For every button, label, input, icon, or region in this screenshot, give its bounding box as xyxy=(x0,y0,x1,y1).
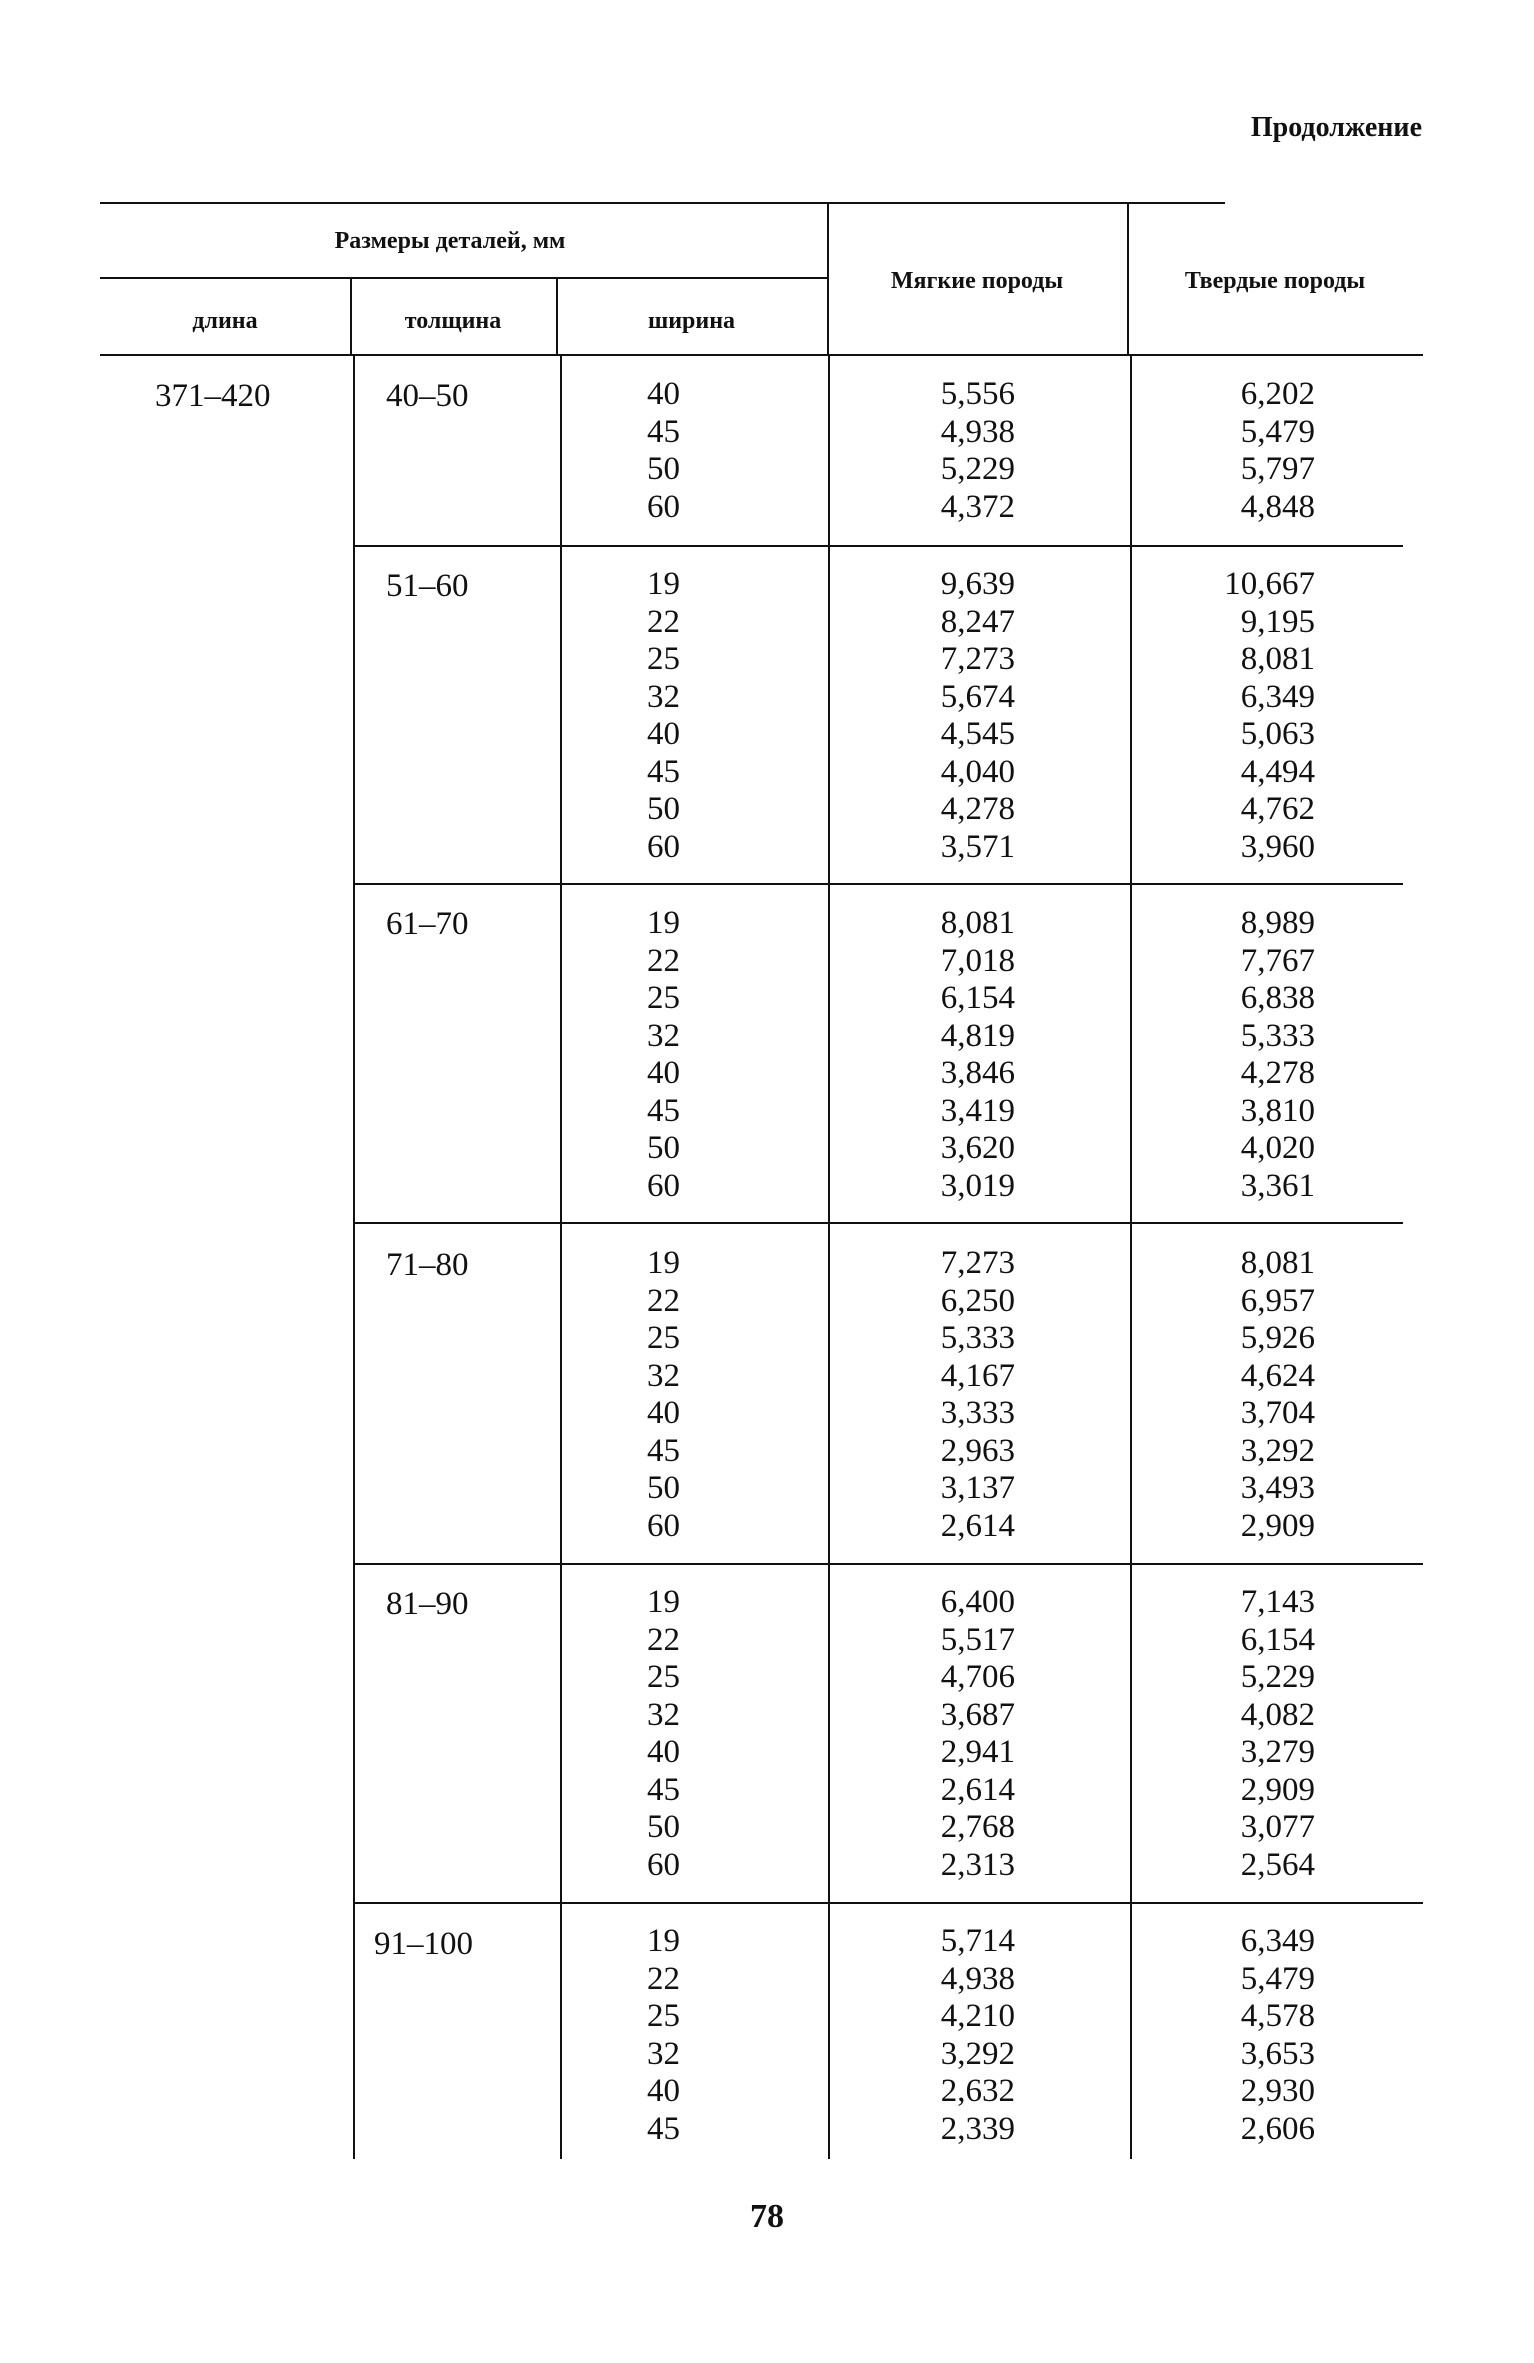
width-value: 19 xyxy=(647,1923,680,1959)
width-value: 25 xyxy=(647,641,680,677)
hard-wood-value: 6,202 xyxy=(1240,376,1315,412)
soft-wood-value: 3,333 xyxy=(940,1395,1015,1431)
hard-wood-value: 8,989 xyxy=(1240,905,1315,941)
soft-wood-value: 4,706 xyxy=(940,1659,1015,1695)
hard-wood-value: 6,957 xyxy=(1240,1282,1315,1319)
hard-wood-value: 3,361 xyxy=(1240,1167,1315,1204)
soft-wood-value: 7,273 xyxy=(940,1245,1015,1281)
hard-wood-value: 5,926 xyxy=(1240,1320,1315,1356)
width-value: 60 xyxy=(647,828,680,865)
body-divider-thickness xyxy=(353,354,355,2159)
hard-wood-value: 7,143 xyxy=(1240,1584,1315,1620)
thickness-value: 71–80 xyxy=(386,1247,469,1283)
width-value: 25 xyxy=(647,980,680,1016)
table-top-rule xyxy=(100,202,1225,204)
width-column xyxy=(620,1245,680,1545)
width-value: 40 xyxy=(647,376,680,412)
width-value: 22 xyxy=(647,1621,680,1658)
width-value: 60 xyxy=(647,1507,680,1544)
width-column xyxy=(620,566,680,866)
width-value: 25 xyxy=(647,1659,680,1695)
group-rule xyxy=(353,1563,1423,1565)
width-value: 19 xyxy=(647,905,680,941)
soft-wood-value: 4,938 xyxy=(940,413,1015,450)
soft-wood-value: 2,963 xyxy=(940,1432,1015,1469)
header-thickness: толщина xyxy=(404,308,502,334)
soft-wood-value: 2,768 xyxy=(940,1809,1015,1845)
width-value: 19 xyxy=(647,566,680,602)
soft-wood-value: 2,313 xyxy=(940,1846,1015,1883)
width-value: 22 xyxy=(647,1960,680,1997)
soft-wood-value: 5,229 xyxy=(940,451,1015,487)
hard-wood-value: 2,909 xyxy=(1240,1507,1315,1544)
soft-wood-column xyxy=(895,1584,1015,1884)
width-value: 32 xyxy=(647,2035,680,2072)
hard-wood-value: 5,063 xyxy=(1240,716,1315,752)
header-width: ширина xyxy=(647,308,736,334)
hard-wood-value: 6,349 xyxy=(1240,678,1315,715)
soft-wood-value: 3,419 xyxy=(940,1092,1015,1129)
soft-wood-value: 4,040 xyxy=(940,753,1015,790)
soft-wood-value: 3,687 xyxy=(940,1696,1015,1733)
hard-wood-value: 4,278 xyxy=(1240,1055,1315,1091)
hard-wood-value: 3,704 xyxy=(1240,1395,1315,1431)
soft-wood-value: 5,556 xyxy=(940,376,1015,412)
group-rule xyxy=(353,1902,1423,1904)
soft-wood-value: 4,278 xyxy=(940,791,1015,827)
soft-wood-value: 8,081 xyxy=(940,905,1015,941)
soft-wood-value: 8,247 xyxy=(940,603,1015,640)
header-sub-rule xyxy=(100,277,827,279)
hard-wood-column xyxy=(1195,1245,1315,1545)
soft-wood-value: 2,632 xyxy=(940,2073,1015,2109)
width-value: 45 xyxy=(647,413,680,450)
soft-wood-value: 2,339 xyxy=(940,2110,1015,2147)
hard-wood-value: 3,292 xyxy=(1240,1432,1315,1469)
header-hard-woods: Твердые породы xyxy=(1184,268,1366,294)
width-value: 50 xyxy=(647,1809,680,1845)
header-bottom-rule xyxy=(100,354,1423,356)
hard-wood-column xyxy=(1195,566,1315,866)
soft-wood-value: 3,019 xyxy=(940,1167,1015,1204)
width-value: 45 xyxy=(647,753,680,790)
width-column xyxy=(620,376,680,526)
header-dimensions-group: Размеры деталей, мм xyxy=(334,228,566,254)
soft-wood-value: 3,620 xyxy=(940,1130,1015,1166)
soft-wood-value: 3,846 xyxy=(940,1055,1015,1091)
hard-wood-column xyxy=(1195,1584,1315,1884)
soft-wood-value: 7,018 xyxy=(940,942,1015,979)
hard-wood-value: 6,154 xyxy=(1240,1621,1315,1658)
thickness-value: 81–90 xyxy=(386,1586,469,1622)
soft-wood-value: 9,639 xyxy=(940,566,1015,602)
hard-wood-column xyxy=(1195,905,1315,1205)
soft-wood-value: 2,941 xyxy=(940,1734,1015,1770)
hard-wood-value: 2,909 xyxy=(1240,1771,1315,1808)
width-column xyxy=(620,1584,680,1884)
hard-wood-value: 8,081 xyxy=(1240,641,1315,677)
hard-wood-value: 4,578 xyxy=(1240,1998,1315,2034)
width-column xyxy=(620,905,680,1205)
width-value: 25 xyxy=(647,1320,680,1356)
soft-wood-value: 2,614 xyxy=(940,1507,1015,1544)
soft-wood-value: 3,137 xyxy=(940,1470,1015,1506)
continuation-caption: Продолжение xyxy=(1250,112,1422,143)
width-value: 32 xyxy=(647,678,680,715)
hard-wood-value: 2,930 xyxy=(1240,2073,1315,2109)
width-column xyxy=(620,1923,680,2148)
hard-wood-value: 4,082 xyxy=(1240,1696,1315,1733)
soft-wood-column xyxy=(895,1245,1015,1545)
width-value: 32 xyxy=(647,1017,680,1054)
soft-wood-column xyxy=(895,1923,1015,2148)
width-value: 22 xyxy=(647,942,680,979)
hard-wood-value: 3,653 xyxy=(1240,2035,1315,2072)
page-number: 78 xyxy=(750,2198,784,2235)
hard-wood-value: 7,767 xyxy=(1240,942,1315,979)
width-value: 60 xyxy=(647,488,680,525)
hard-wood-value: 3,493 xyxy=(1240,1470,1315,1506)
soft-wood-value: 3,292 xyxy=(940,2035,1015,2072)
soft-wood-value: 4,372 xyxy=(940,488,1015,525)
group-rule xyxy=(353,1222,1403,1224)
hard-wood-value: 4,762 xyxy=(1240,791,1315,827)
width-value: 32 xyxy=(647,1696,680,1733)
hard-wood-value: 2,564 xyxy=(1240,1846,1315,1883)
width-value: 60 xyxy=(647,1167,680,1204)
hard-wood-value: 4,020 xyxy=(1240,1130,1315,1166)
width-value: 22 xyxy=(647,1282,680,1319)
body-divider-soft xyxy=(828,354,830,2159)
thickness-value: 51–60 xyxy=(386,568,469,604)
width-value: 32 xyxy=(647,1357,680,1394)
hard-wood-value: 5,479 xyxy=(1240,1960,1315,1997)
width-value: 40 xyxy=(647,716,680,752)
hard-wood-value: 9,195 xyxy=(1240,603,1315,640)
group-rule xyxy=(353,545,1403,547)
group-rule xyxy=(353,883,1403,885)
hard-wood-value: 5,229 xyxy=(1240,1659,1315,1695)
hard-wood-value: 3,279 xyxy=(1240,1734,1315,1770)
width-value: 50 xyxy=(647,1130,680,1166)
soft-wood-value: 5,333 xyxy=(940,1320,1015,1356)
body-divider-hard xyxy=(1130,354,1132,2159)
hard-wood-value: 8,081 xyxy=(1240,1245,1315,1281)
hard-wood-value: 4,624 xyxy=(1240,1357,1315,1394)
soft-wood-value: 5,714 xyxy=(940,1923,1015,1959)
thickness-value: 91–100 xyxy=(374,1926,473,1962)
width-value: 60 xyxy=(647,1846,680,1883)
width-value: 19 xyxy=(647,1584,680,1620)
thickness-value: 61–70 xyxy=(386,906,469,942)
soft-wood-value: 5,674 xyxy=(940,678,1015,715)
width-value: 40 xyxy=(647,2073,680,2109)
hard-wood-value: 5,479 xyxy=(1240,413,1315,450)
header-soft-woods: Мягкие породы xyxy=(890,268,1064,294)
length-value: 371–420 xyxy=(155,378,271,414)
soft-wood-value: 4,819 xyxy=(940,1017,1015,1054)
hard-wood-value: 10,667 xyxy=(1224,566,1315,602)
hard-wood-value: 6,349 xyxy=(1240,1923,1315,1959)
width-value: 45 xyxy=(647,2110,680,2147)
width-value: 50 xyxy=(647,1470,680,1506)
soft-wood-value: 4,210 xyxy=(940,1998,1015,2034)
hard-wood-value: 2,606 xyxy=(1240,2110,1315,2147)
hard-wood-value: 4,494 xyxy=(1240,753,1315,790)
width-value: 22 xyxy=(647,603,680,640)
width-value: 50 xyxy=(647,791,680,827)
soft-wood-value: 6,250 xyxy=(940,1282,1015,1319)
hard-wood-value: 5,333 xyxy=(1240,1017,1315,1054)
body-divider-width xyxy=(560,354,562,2159)
hard-wood-value: 3,077 xyxy=(1240,1809,1315,1845)
soft-wood-value: 4,938 xyxy=(940,1960,1015,1997)
header-length: длина xyxy=(192,308,258,334)
hard-wood-column xyxy=(1195,376,1315,526)
soft-wood-column xyxy=(895,566,1015,866)
soft-wood-value: 6,154 xyxy=(940,980,1015,1016)
soft-wood-column xyxy=(895,905,1015,1205)
width-value: 45 xyxy=(647,1432,680,1469)
width-value: 19 xyxy=(647,1245,680,1281)
width-value: 45 xyxy=(647,1771,680,1808)
hard-wood-value: 4,848 xyxy=(1240,488,1315,525)
width-value: 45 xyxy=(647,1092,680,1129)
soft-wood-column xyxy=(895,376,1015,526)
width-value: 40 xyxy=(647,1055,680,1091)
soft-wood-value: 7,273 xyxy=(940,641,1015,677)
thickness-value: 40–50 xyxy=(386,378,469,414)
hard-wood-value: 3,810 xyxy=(1240,1092,1315,1129)
width-value: 25 xyxy=(647,1998,680,2034)
soft-wood-value: 4,545 xyxy=(940,716,1015,752)
soft-wood-value: 2,614 xyxy=(940,1771,1015,1808)
hard-wood-column xyxy=(1195,1923,1315,2148)
hard-wood-value: 3,960 xyxy=(1240,828,1315,865)
soft-wood-value: 3,571 xyxy=(940,828,1015,865)
soft-wood-value: 5,517 xyxy=(940,1621,1015,1658)
width-value: 40 xyxy=(647,1734,680,1770)
width-value: 40 xyxy=(647,1395,680,1431)
soft-wood-value: 4,167 xyxy=(940,1357,1015,1394)
hard-wood-value: 6,838 xyxy=(1240,980,1315,1016)
hard-wood-value: 5,797 xyxy=(1240,451,1315,487)
width-value: 50 xyxy=(647,451,680,487)
soft-wood-value: 6,400 xyxy=(940,1584,1015,1620)
